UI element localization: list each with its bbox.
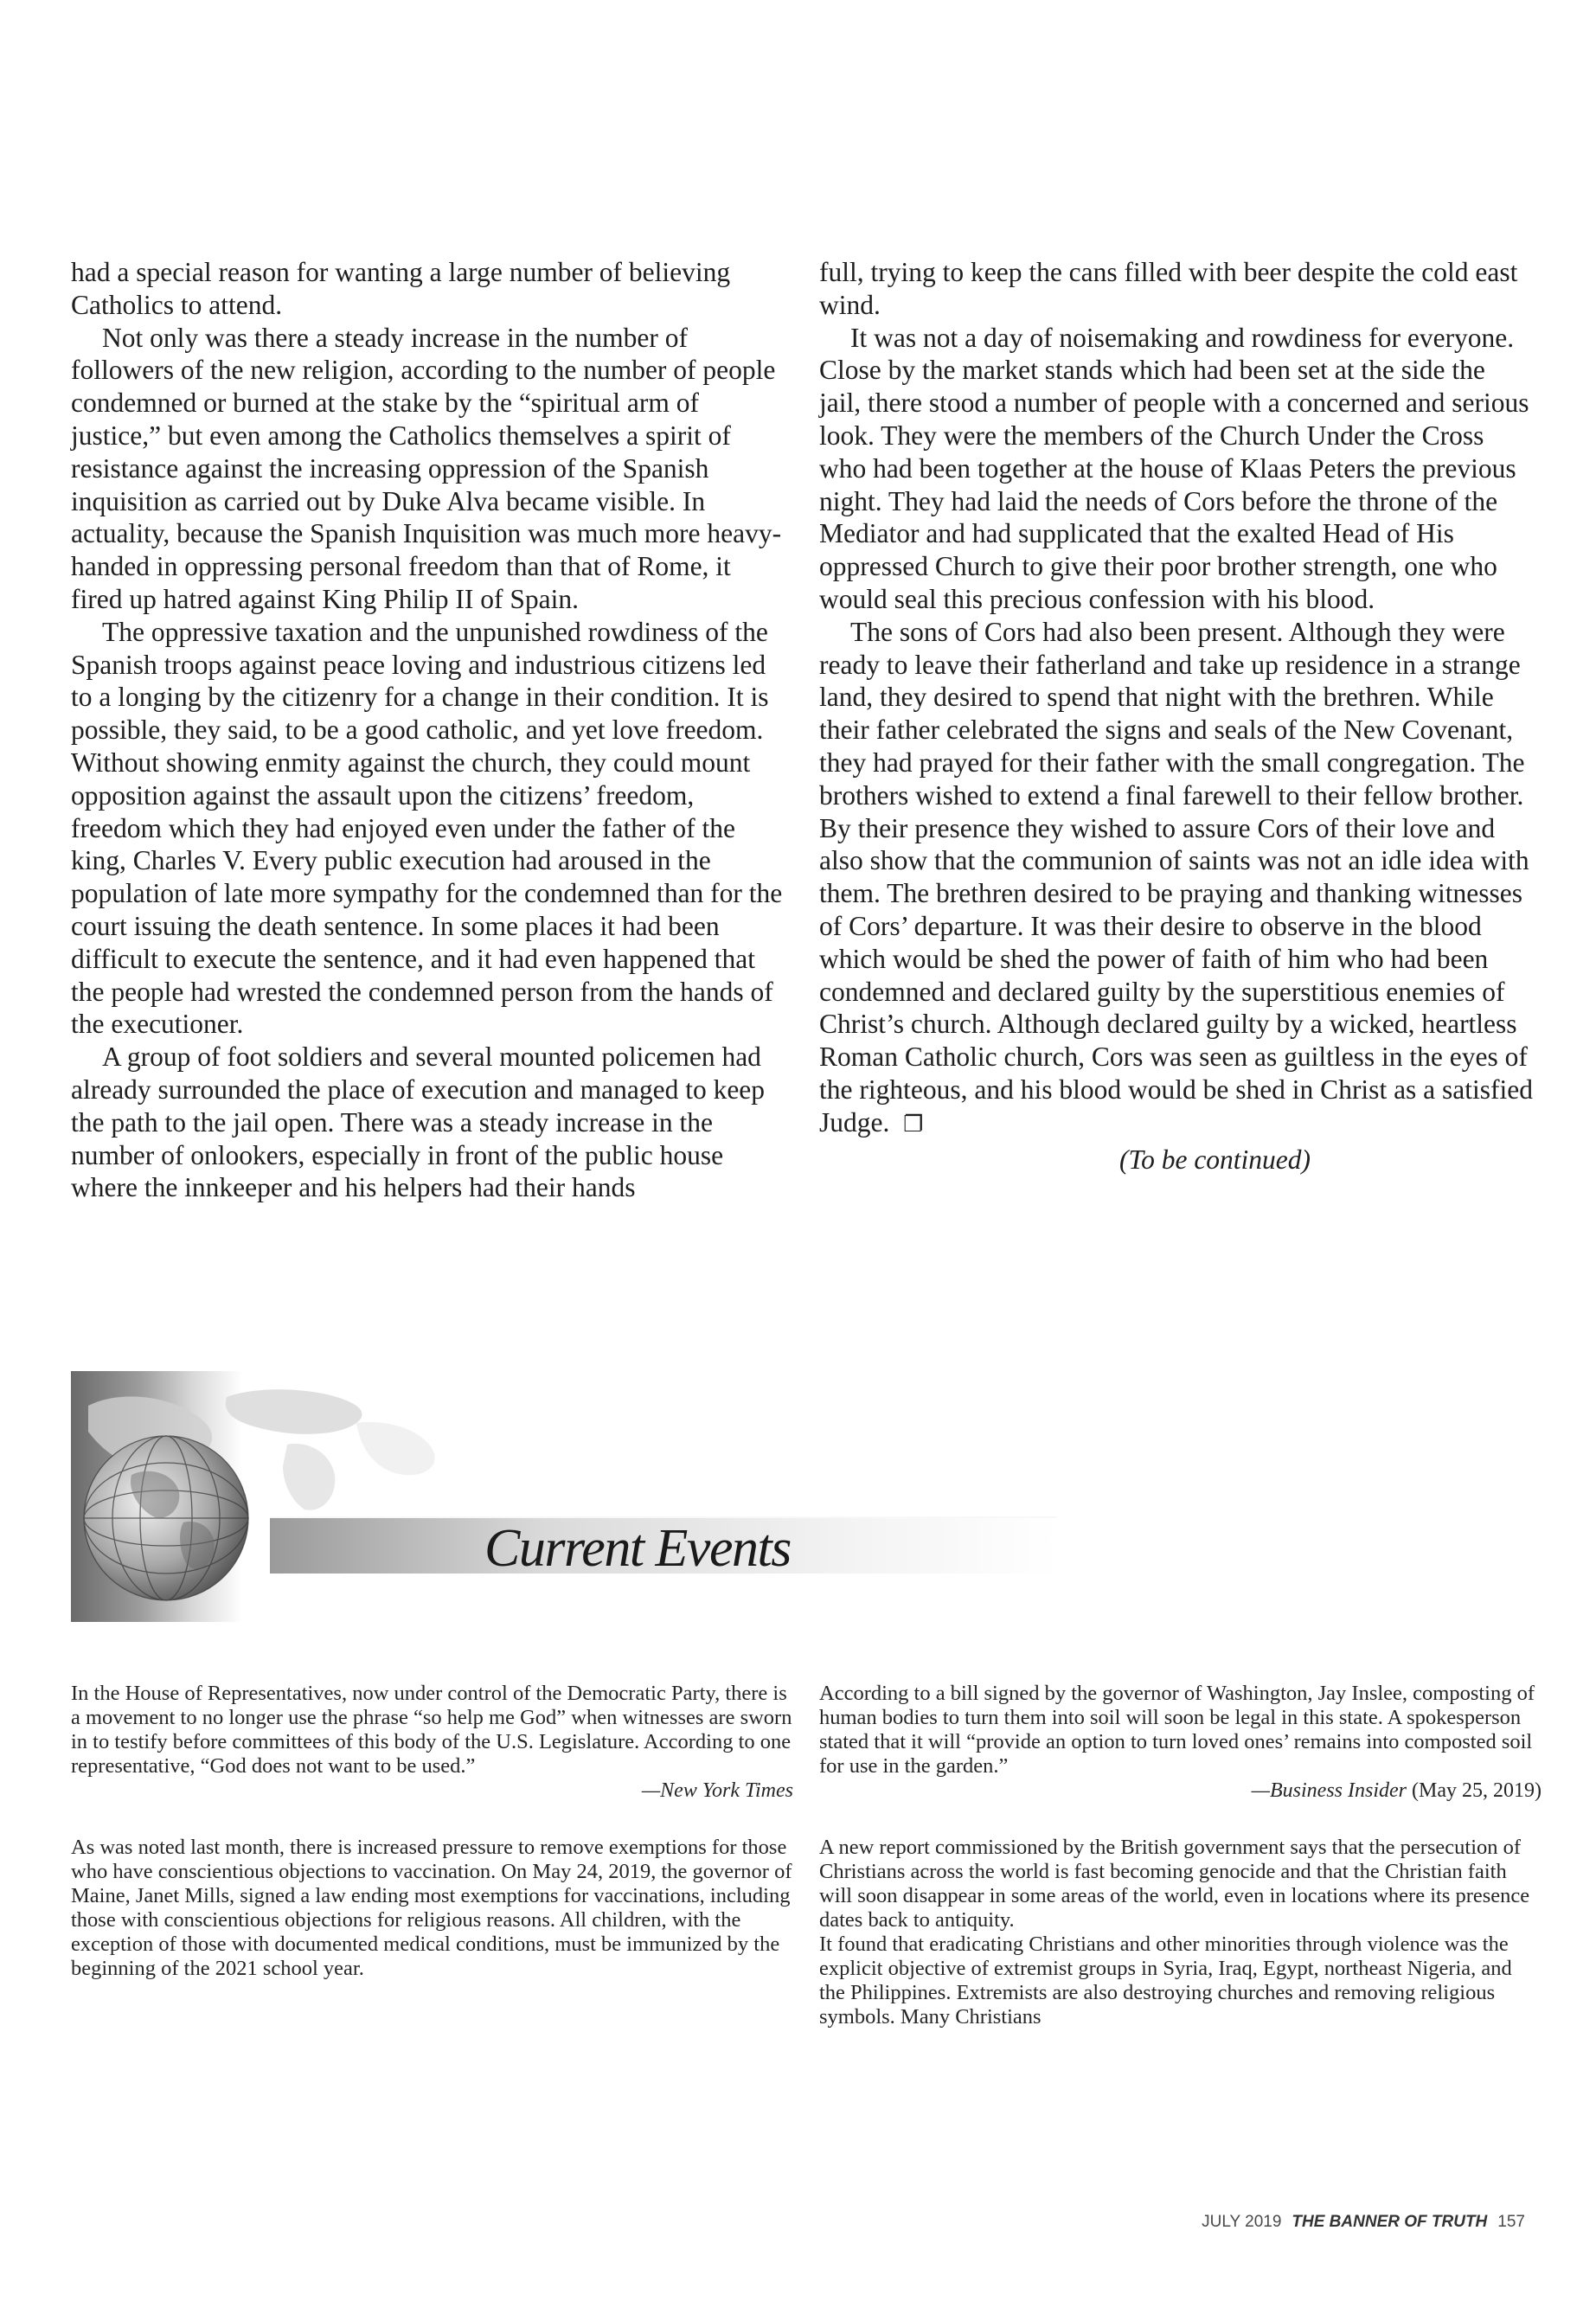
globe-map-icon [71,1371,1057,1622]
page-footer [1202,2213,1525,2232]
story-paragraph: It was not a day of noisemaking and rowdiness for everyone. Close by the market stands which had been set at the side the jail, there stood a number of people with a concerned and serious look. They were the members of the Church Under the Cross who had been together at the house of Klaas Peters the previous night. They had laid the needs of Cors before the throne of the Mediator and had supplicated that the exalted Head of His oppressed Church to give their poor brother strength, one who would seal this precious confession with his blood. [819,322,1529,614]
to-be-continued: (To be continued) [1118,1144,1311,1175]
page-number: 157 [1497,2213,1525,2231]
news-item [819,1836,1542,2029]
magazine-name: THE BANNER OF TRUTH [1292,2213,1488,2231]
news-column-left [71,1682,793,1981]
story-paragraph: had a special reason for wanting a large number of believing Catholics to attend. [71,257,731,320]
news-text: A new report commissioned by the British government says that the persecution of Christians across the world is fast becoming genocide and that the Christian faith will soon disappear in some areas of the world, even in locations where its presence dates back to antiquity. [819,1836,1530,1932]
current-events-banner [71,1371,1057,1622]
story-paragraph-text: The sons of Cors had also been present. Although they were ready to leave their fatherland and take up residence in a strange land, they desired to spend that night with the brethren. While their father celebrated the signs and seals of the New Covenant, they had prayed for their father with the small congregation. The brothers wished to extend a final farewell to their fellow brother. By their presence they wished to assure Cors of their love and also show that the communion of saints was not an idle idea with them. The brethren desired to be praying and thanking witnesses of Cors’ departure. It was their desire to observe in the blood which would be shed the power of faith of him who had been condemned and declared guilty by the superstitious enemies of Christ’s church. Although declared guilty by a wicked, heartless Roman Catholic church, Cors was seen as guiltless in the eyes of the righteous, and his blood would be shed in Christ as a satisfied Judge. [819,616,1534,1138]
section-title: Current Events [484,1519,791,1578]
news-source: —New York Times [641,1779,793,1802]
story-paragraph: A group of foot soldiers and several mounted policemen had already surrounded the place of execution and managed to keep the path to the jail open. There was a steady increase in the number of onlookers, especially in front of the public house where the innkeeper and his helpers had their hands [71,1042,766,1203]
issue-date: JULY 2019 [1202,2213,1282,2231]
news-text: In the House of Representatives, now under control of the Democratic Party, there is a movement to no longer use the phrase “so help me God” when witnesses are sworn in to testify before committees of this body of the U.S. Legislature. According to one representative, “God does not want to be used.” [71,1682,792,1778]
news-column-right [819,1682,1542,2029]
news-text: As was noted last month, there is increased pressure to remove exemptions for those who have conscientious objections to vaccination. On May 24, 2019, the governor of Maine, Janet Mills, signed a law ending most exemptions for vaccinations, including those with conscientious objections for religious reasons. All children, with the exception of those with documented medical conditions, must be immunized by the beginning of the 2021 school year. [71,1836,792,1980]
story-column-right [819,256,1533,1176]
news-item [819,1682,1542,1803]
news-item [71,1836,793,1981]
story-paragraph: Not only was there a steady increase in the number of followers of the new religion, according to the number of people condemned or burned at the stake by the “spiritual arm of justice,” but even among the Catholics themselves a spirit of resistance against the increasing oppression of the Spanish inquisition as carried out by Duke Alva became visible. In actuality, because the Spanish Inquisition was much more heavy-handed in oppressing personal freedom than that of Rome, it fired up hatred against King Philip II of Spain. [71,322,782,614]
story-paragraph-final [819,616,1533,1142]
news-text: According to a bill signed by the governor of Washington, Jay Inslee, composting of human bodies to turn them into soil will soon be legal in this state. A spokesperson stated that it will “provide an option to turn loved ones’ remains into composted soil for use in the garden.” [819,1682,1535,1778]
story-column-left [71,256,785,1204]
news-text-continued: It found that eradicating Christians and other minorities through violence was the explicit objective of extremist groups in Syria, Iraq, Egypt, northeast Nigeria, and the Philippines. Extremists are also destroying churches and removing religious symbols. Many Christians [819,1932,1512,2029]
story-paragraph: The oppressive taxation and the unpunished rowdiness of the Spanish troops against peace loving and industrious citizens led to a longing by the citizenry for a change in their condition. It is possible, they said, to be a good catholic, and yet love freedom. Without showing enmity against the church, they could mount opposition against the assault upon the citizens’ freedom, freedom which they had enjoyed even under the father of the king, Charles V. Every public execution had aroused in the population of late more sympathy for the condemned than for the court issuing the death sentence. In some places it had been difficult to execute the sentence, and it had even happened that the people had wrested the condemned person from the hands of the executioner. [71,616,783,1040]
news-date: (May 25, 2019) [1412,1779,1542,1802]
story-paragraph: full, trying to keep the cans filled with beer despite the cold east wind. [819,257,1518,320]
news-item [71,1682,793,1803]
news-source: —Business Insider [1251,1779,1407,1802]
end-of-story-icon: ❐ [903,1111,924,1138]
news-source-line [819,1779,1542,1803]
